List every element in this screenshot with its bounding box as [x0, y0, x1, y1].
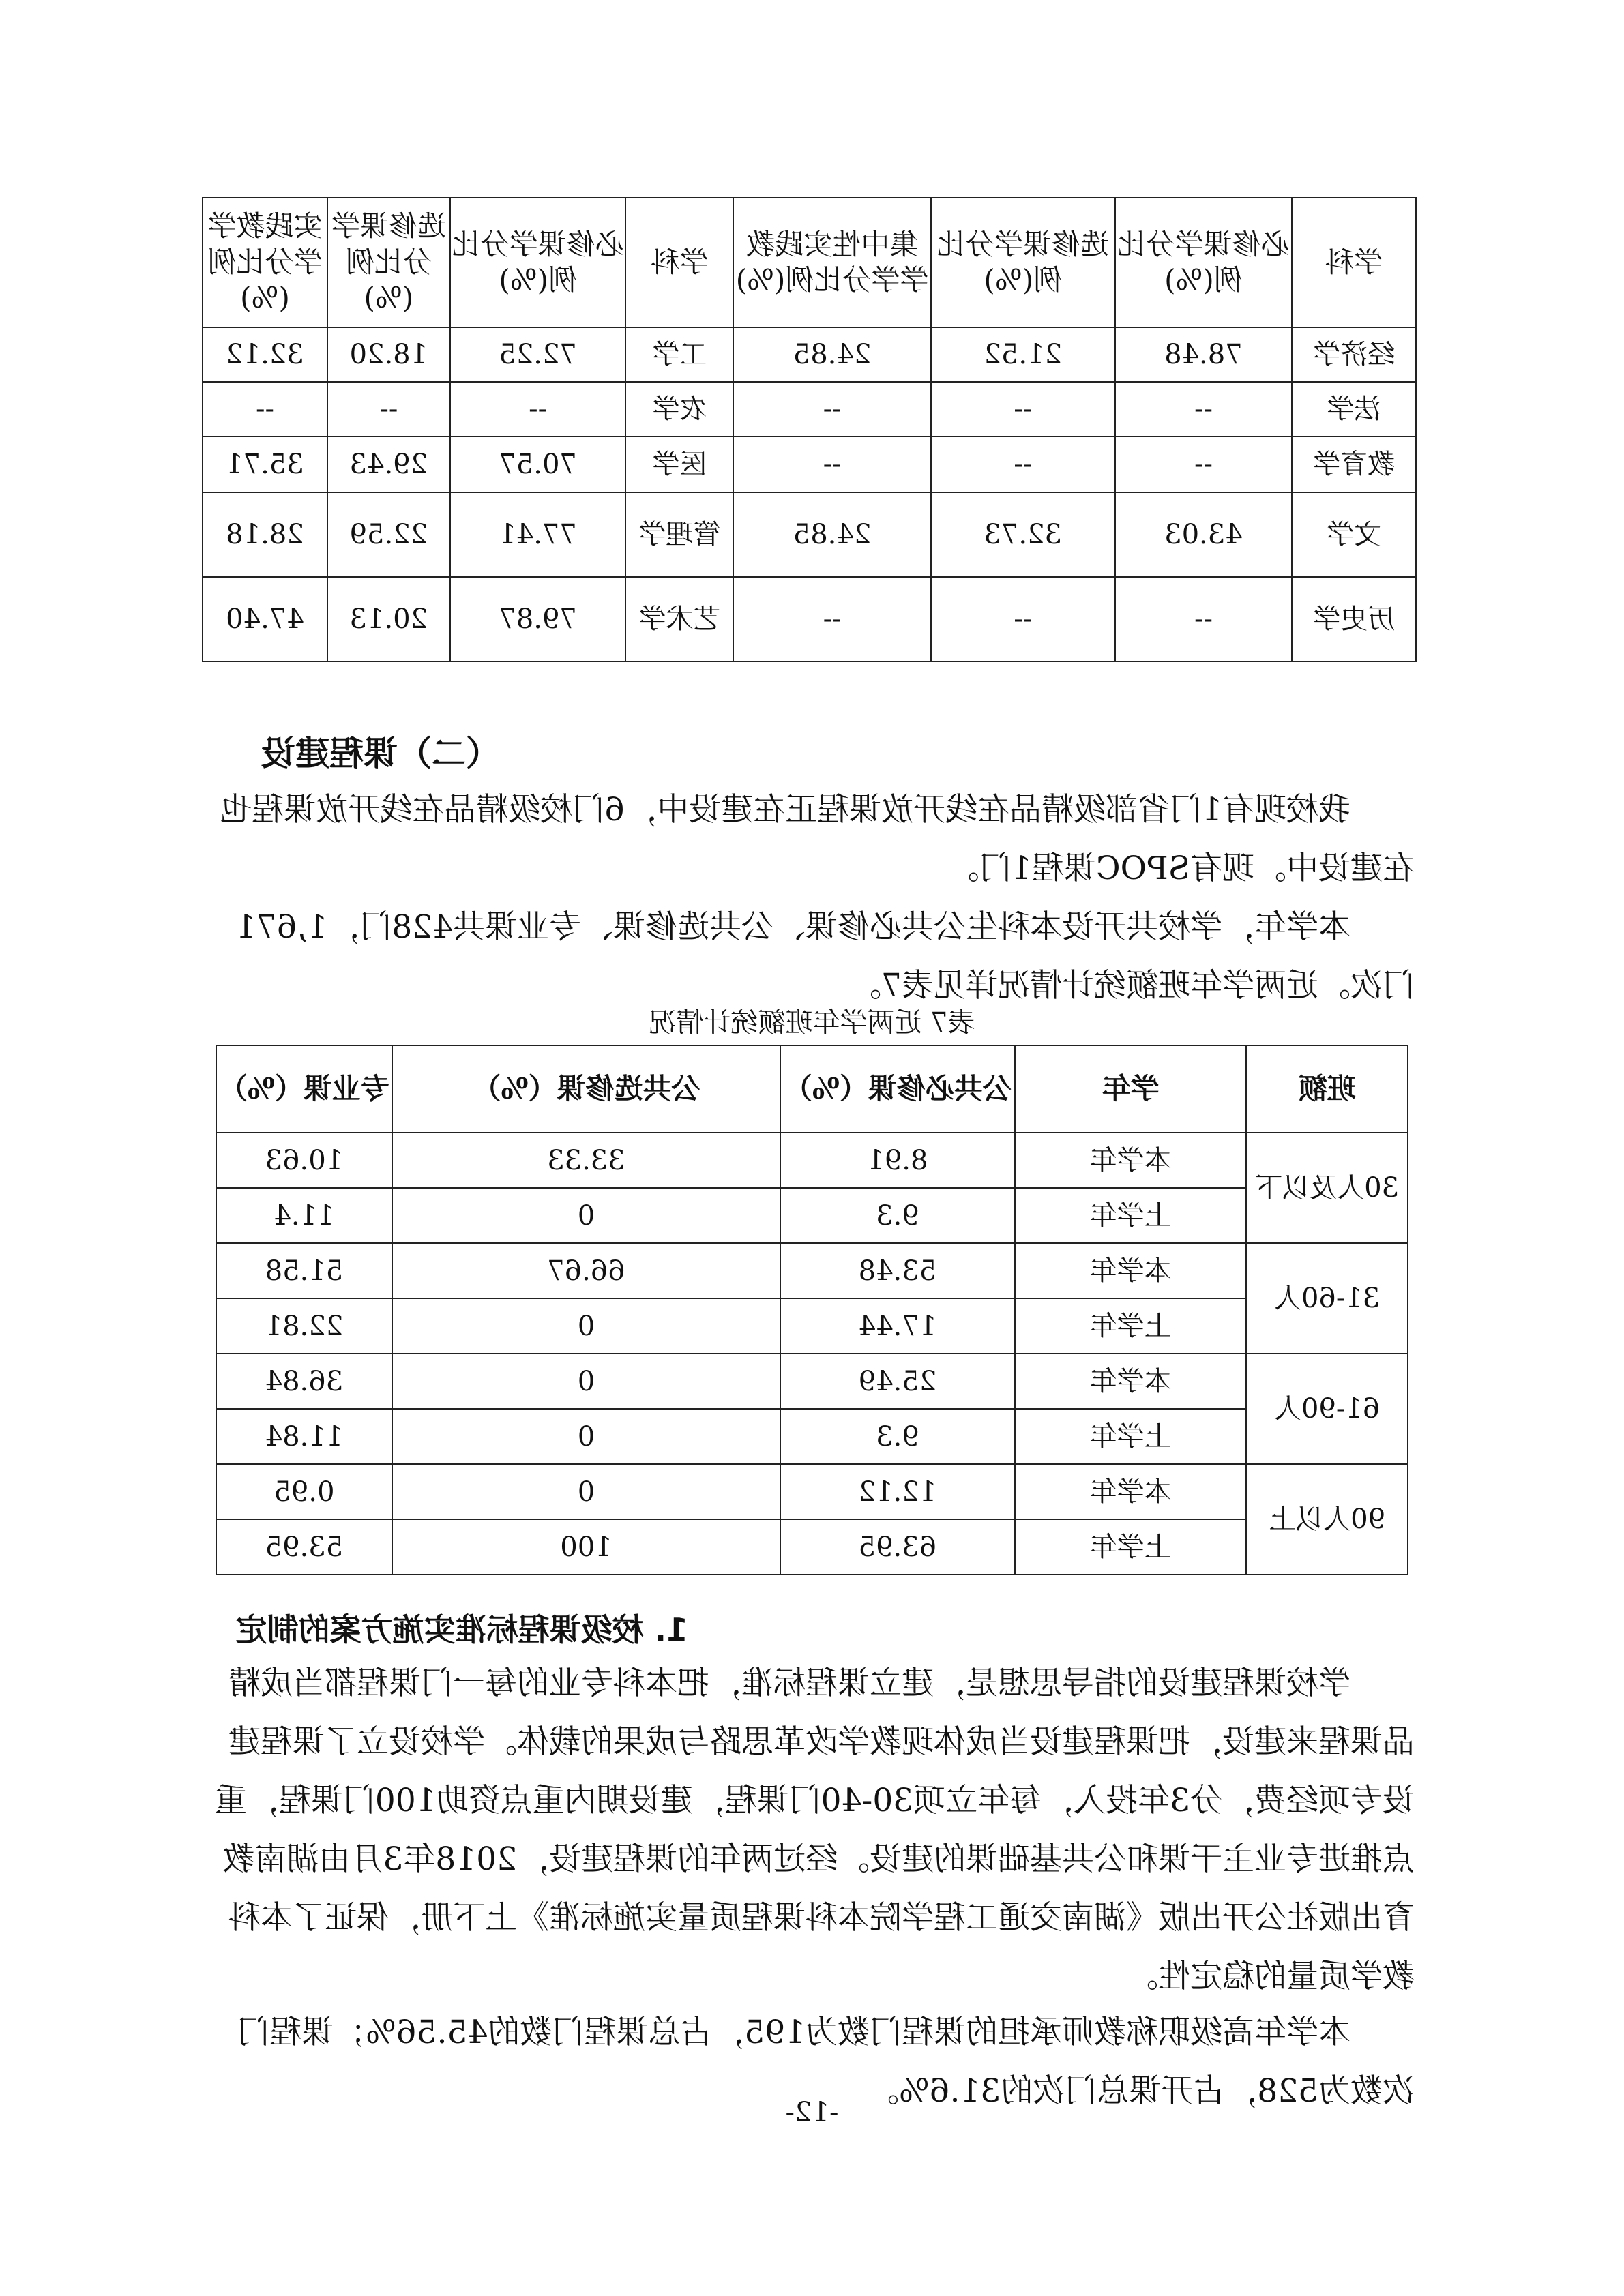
table-cell: 管理学 — [625, 492, 733, 577]
table-caption: 表7 近两学年班额统计情况 — [649, 1007, 975, 1039]
table-cell: -- — [1115, 577, 1293, 661]
table-cell: 本学年 — [1015, 1243, 1247, 1298]
table-row — [216, 1464, 1408, 1519]
table-cell: 上学年 — [1015, 1298, 1247, 1354]
table-cell: -- — [733, 436, 931, 492]
table-header-row — [203, 198, 1416, 327]
table-cell: 24.85 — [733, 492, 931, 577]
table-cell: 51.58 — [216, 1243, 392, 1298]
paragraph-senior-faculty: 本学年高级职称教师承担的课程门数为195，占总课程门数的45.56%；课程门次数为528，占开课总门次的31.6%。 — [237, 2014, 1415, 2110]
header-cell: 班额 — [1246, 1045, 1408, 1133]
table-cell: 17.44 — [780, 1298, 1015, 1354]
class-size-label: 61-90人 — [1246, 1354, 1408, 1464]
paragraph-online-courses: 我校现有1门省部级精品在线开放课程正在建设中，6门校级精品在线开放课程也在建设中。现有SPOC课程1门。 — [220, 791, 1415, 887]
table-cell: 29.43 — [327, 436, 450, 492]
table-cell: 32.12 — [203, 327, 327, 382]
table-cell: 0 — [392, 1409, 780, 1464]
header-cell: 选修课学分比例(%) — [931, 198, 1115, 327]
table-cell: -- — [931, 577, 1115, 661]
table-row — [203, 492, 1416, 577]
table-cell: 21.52 — [931, 327, 1115, 382]
table-row — [216, 1519, 1408, 1575]
section-title: （二）课程建设 — [261, 734, 500, 773]
table-cell: 22.81 — [216, 1298, 392, 1354]
table-cell: 33.33 — [392, 1133, 780, 1188]
table-cell: 本学年 — [1015, 1354, 1247, 1409]
table-cell: 63.95 — [780, 1519, 1015, 1575]
table-cell: 79.87 — [450, 577, 626, 661]
table-cell: -- — [931, 436, 1115, 492]
table-row — [216, 1298, 1408, 1354]
table-cell: -- — [733, 577, 931, 661]
table-cell: 上学年 — [1015, 1409, 1247, 1464]
table-row — [203, 436, 1416, 492]
table-cell: -- — [733, 382, 931, 436]
table-cell: 12.12 — [780, 1464, 1015, 1519]
table-cell: 上学年 — [1015, 1519, 1247, 1575]
header-cell: 学科 — [1292, 198, 1416, 327]
table-header-row — [216, 1045, 1408, 1133]
table-cell: -- — [1115, 382, 1293, 436]
table-cell: 53.48 — [780, 1243, 1015, 1298]
table-cell: 9.3 — [780, 1188, 1015, 1243]
table-row — [216, 1133, 1408, 1188]
credit-ratio-table — [202, 197, 1417, 662]
header-cell: 必修课学分比例(%) — [1115, 198, 1293, 327]
table-cell: 47.40 — [203, 577, 327, 661]
table-cell: 43.03 — [1115, 492, 1293, 577]
table-cell: -- — [203, 382, 327, 436]
table-row — [203, 382, 1416, 436]
table-cell: 8.91 — [780, 1133, 1015, 1188]
table-cell: 53.95 — [216, 1519, 392, 1575]
table-row — [216, 1409, 1408, 1464]
table-cell: 历史学 — [1292, 577, 1416, 661]
table-cell: 艺术学 — [625, 577, 733, 661]
table-cell: 10.63 — [216, 1133, 392, 1188]
table-cell: 70.57 — [450, 436, 626, 492]
table-cell: 文学 — [1292, 492, 1416, 577]
table-cell: -- — [327, 382, 450, 436]
table-cell: 35.71 — [203, 436, 327, 492]
table-cell: 法学 — [1292, 382, 1416, 436]
header-cell: 选修课学分比例(%) — [327, 198, 450, 327]
table-row — [216, 1243, 1408, 1298]
header-cell: 公共必修课（%） — [780, 1045, 1015, 1133]
table-cell: 25.49 — [780, 1354, 1015, 1409]
header-cell: 专业课（%） — [216, 1045, 392, 1133]
table-cell: -- — [450, 382, 626, 436]
paragraph-course-standards: 学校课程建设的指导思想是，建立课程标准，把本科专业的每一门课程都当成精品课程来建设，把课程建设当成体现教学改革思路与成果的载体。学校设立了课程建设专项经费，分3年投入，每年立项30-40门课程，建设期内重点资助100门课程，重点推进专业主干课和公共基础课的建设。经过两年的课程建设，2018年3月由湖南教育出版社公开出版《湖南交通工程学院本科课程质量实施标准》上下册，保证了本科教学质量的稳定性。 — [214, 1665, 1415, 1995]
table-cell: -- — [1115, 436, 1293, 492]
table-cell: 28.18 — [203, 492, 327, 577]
table-cell: 农学 — [625, 382, 733, 436]
table-cell: 上学年 — [1015, 1188, 1247, 1243]
table-cell: 72.25 — [450, 327, 626, 382]
class-size-label: 90人以上 — [1246, 1464, 1408, 1575]
table-row — [216, 1354, 1408, 1409]
table-cell: 医学 — [625, 436, 733, 492]
table-row — [216, 1188, 1408, 1243]
table-cell: 0 — [392, 1298, 780, 1354]
page-number: -12- — [785, 2097, 839, 2128]
table-cell: 77.41 — [450, 492, 626, 577]
table-row — [203, 577, 1416, 661]
table-cell: 0 — [392, 1354, 780, 1409]
header-cell: 实践教学学分比例(%) — [203, 198, 327, 327]
table-cell: 0 — [392, 1464, 780, 1519]
class-size-label: 31-60人 — [1246, 1243, 1408, 1354]
table-cell: 20.13 — [327, 577, 450, 661]
table-cell: 本学年 — [1015, 1133, 1247, 1188]
table-cell: 100 — [392, 1519, 780, 1575]
table-cell: 11.84 — [216, 1409, 392, 1464]
table-cell: 78.48 — [1115, 327, 1293, 382]
table-cell: 24.85 — [733, 327, 931, 382]
table-cell: 32.73 — [931, 492, 1115, 577]
table-cell: 工学 — [625, 327, 733, 382]
class-size-table — [216, 1045, 1408, 1575]
table-cell: 36.84 — [216, 1354, 392, 1409]
header-cell: 必修课学分比例(%) — [450, 198, 626, 327]
table-cell: 9.3 — [780, 1409, 1015, 1464]
header-cell: 公共选修课（%） — [392, 1045, 780, 1133]
class-size-label: 30人及以下 — [1246, 1133, 1408, 1243]
table-cell: 11.4 — [216, 1188, 392, 1243]
header-cell: 学年 — [1015, 1045, 1247, 1133]
table-cell: 18.20 — [327, 327, 450, 382]
table-cell: 0.95 — [216, 1464, 392, 1519]
table-cell: 本学年 — [1015, 1464, 1247, 1519]
table-cell: 教育学 — [1292, 436, 1416, 492]
table-cell: 0 — [392, 1188, 780, 1243]
table-cell: 66.67 — [392, 1243, 780, 1298]
table-row — [203, 327, 1416, 382]
header-cell: 学科 — [625, 198, 733, 327]
table-cell: -- — [931, 382, 1115, 436]
table-cell: 经济学 — [1292, 327, 1416, 382]
header-cell: 集中性实践教学学分比例(%) — [733, 198, 931, 327]
paragraph-course-count: 本学年，学校共开设本科生公共必修课、公共选修课、专业课共428门，1,671门次。近两学年班额统计情况详见表7。 — [235, 908, 1415, 1004]
table-cell: 22.59 — [327, 492, 450, 577]
subsection-title: 1. 校级课程标准实施方案的制定 — [235, 1611, 688, 1648]
